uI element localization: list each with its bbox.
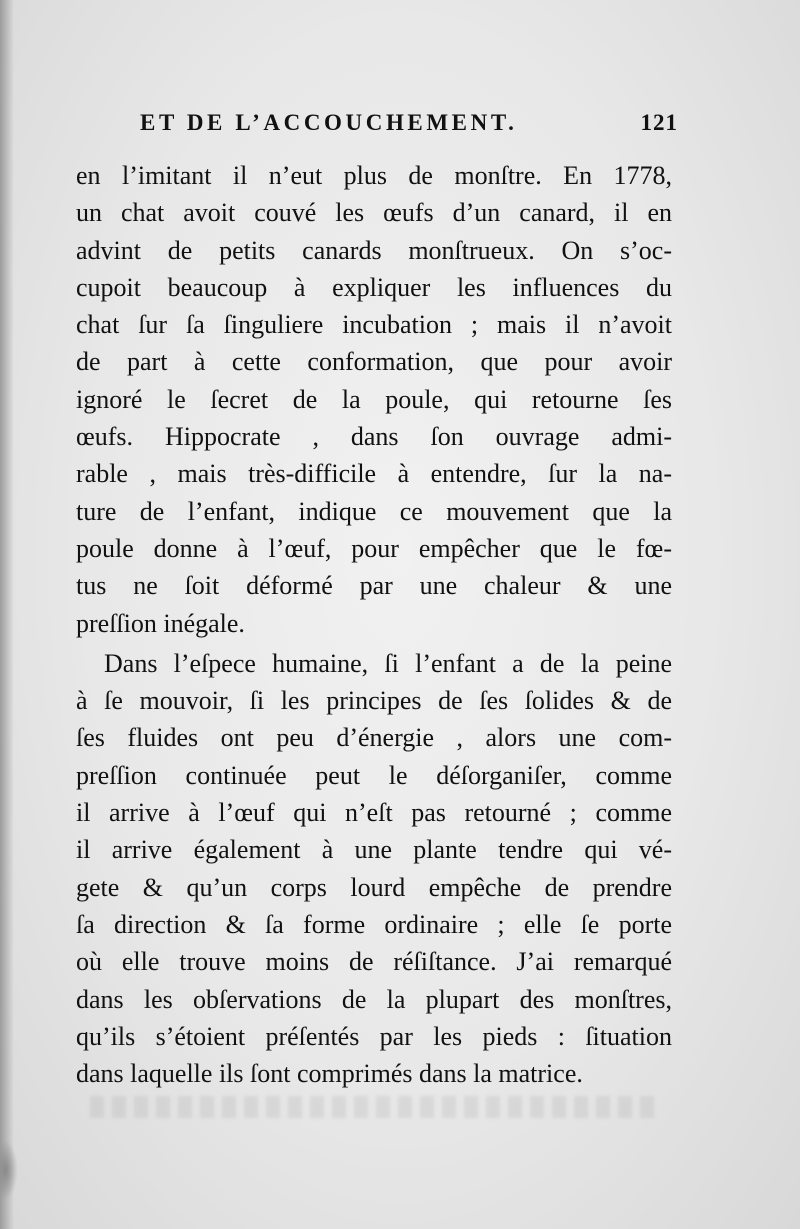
- text-line: ſa direction & ſa forme ordinaire ; elle ſe porte: [76, 909, 672, 939]
- text-line: de part à cette conformation, que pour avoir: [76, 347, 672, 377]
- running-title: ET DE L’ACCOUCHEMENT.: [140, 110, 518, 135]
- text-line: ſes fluides ont peu d’énergie , alors une com-: [76, 723, 672, 753]
- text-line: œufs. Hippocrate , dans ſon ouvrage admi-: [76, 422, 672, 452]
- paragraph-2: [76, 645, 672, 1093]
- text-line: à ſe mouvoir, ſi les principes de ſes ſolides & de: [76, 686, 672, 716]
- text-line: cupoit beaucoup à expliquer les influences du: [76, 272, 672, 302]
- text-line: un chat avoit couvé les œufs d’un canard, il en: [76, 198, 672, 228]
- text-line: rable , mais très-difficile à entendre, ſur la na-: [76, 459, 672, 489]
- page-gutter-shadow: [0, 0, 14, 1229]
- text-line: poule donne à l’œuf, pour empêcher que le fœ-: [76, 533, 672, 563]
- body-text: [76, 157, 672, 1092]
- text-line: preſſion continuée peut le déſorganiſer, comme: [76, 760, 672, 790]
- text-line: preſſion inégale.: [76, 608, 245, 638]
- text-line: il arrive à l’œuf qui n’eſt pas retourné ; comme: [76, 798, 672, 828]
- text-line: gete & qu’un corps lourd empêche de prendre: [76, 872, 672, 902]
- text-line: il arrive également à une plante tendre qui vé-: [76, 835, 672, 865]
- text-line: Dans l’eſpece humaine, ſi l’enfant a de la peine: [104, 648, 672, 678]
- text-line: dans les obſervations de la plupart des monſtres,: [76, 984, 672, 1014]
- text-line: en l’imitant il n’eut plus de monſtre. En 1778,: [76, 161, 672, 190]
- paper-blemish: [0, 1140, 18, 1200]
- text-line: chat ſur ſa ſinguliere incubation ; mais il n’avoit: [76, 310, 672, 340]
- text-line: où elle trouve moins de réſiſtance. J’ai remarqué: [76, 947, 672, 977]
- paragraph-1: [76, 157, 672, 642]
- text-line: advint de petits canards monſtrueux. On s’oc-: [76, 235, 672, 265]
- text-line: qu’ils s’étoient préſentés par les pieds : ſituation: [76, 1021, 672, 1051]
- text-line: ture de l’enfant, indique ce mouvement que la: [76, 496, 672, 526]
- running-header: [140, 110, 678, 144]
- show-through-text: [90, 1096, 660, 1118]
- text-line: tus ne ſoit déformé par une chaleur & une: [76, 571, 672, 601]
- page-number: 121: [640, 110, 678, 135]
- text-line: ignoré le ſecret de la poule, qui retourne ſes: [76, 384, 672, 414]
- text-line: dans laquelle ils ſont comprimés dans la matrice.: [76, 1059, 583, 1089]
